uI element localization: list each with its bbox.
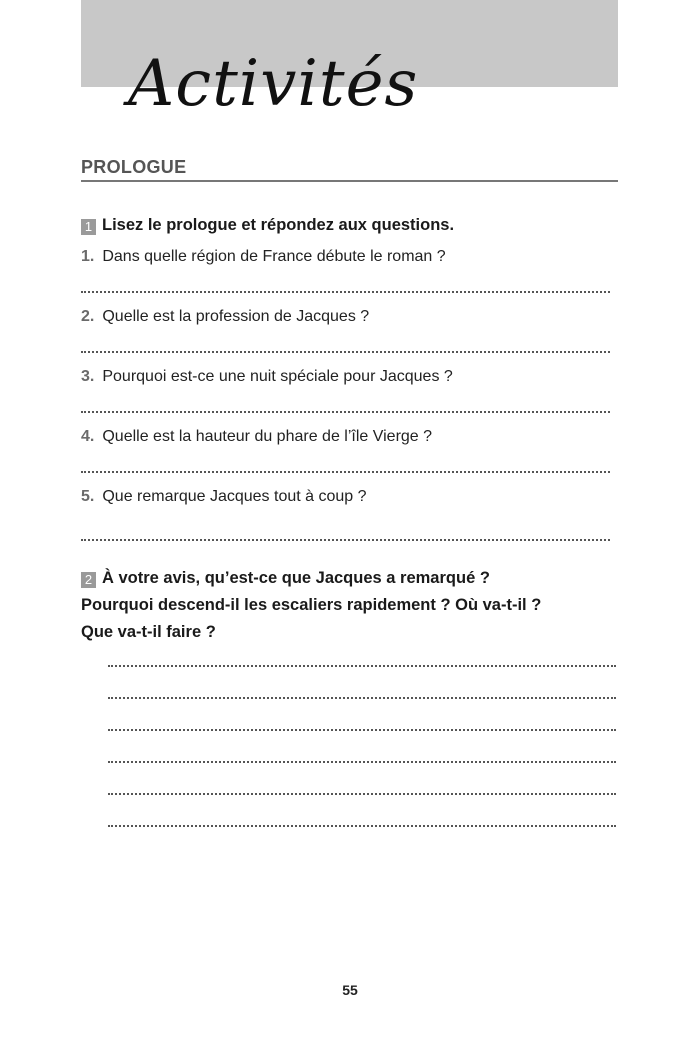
exercise-number-badge: 1 [81,219,96,235]
question-4 [81,426,432,448]
exercise-1-instruction [81,212,454,239]
question-number: 2. [81,308,95,325]
exercise-2-line-1: 2 À votre avis, qu’est-ce que Jacques a remarqué ? [81,565,541,592]
question-5 [81,486,367,508]
question-2 [81,306,369,328]
answer-line-4[interactable] [81,471,610,473]
question-1 [81,246,446,268]
question-text: Que remarque Jacques tout à coup ? [102,488,367,505]
answer-line-3[interactable] [81,411,610,413]
page-title: Activités [128,47,419,121]
page-number: 55 [342,982,358,998]
exercise-2-line-2: Pourquoi descend-il les escaliers rapidement ? Où va-t-il ? [81,596,542,614]
exercise-number-badge: 2 [81,572,96,588]
free-answer-line-4[interactable] [108,761,616,763]
question-number: 3. [81,368,95,385]
free-answer-line-6[interactable] [108,825,616,827]
free-answer-line-3[interactable] [108,729,616,731]
free-answer-line-5[interactable] [108,793,616,795]
question-number: 5. [81,488,95,505]
question-text: Pourquoi est-ce une nuit spéciale pour Jacques ? [102,368,453,385]
answer-line-1[interactable] [81,291,610,293]
question-text: Quelle est la hauteur du phare de l’île Vierge ? [102,428,433,445]
free-answer-line-1[interactable] [108,665,616,667]
answer-line-5[interactable] [81,539,610,541]
exercise-1-text: Lisez le prologue et répondez aux questions. [102,216,455,234]
exercise-2-instruction [81,565,541,646]
free-answer-line-2[interactable] [108,697,616,699]
section-title: PROLOGUE [81,156,618,182]
question-text: Quelle est la profession de Jacques ? [102,308,370,325]
question-text: Dans quelle région de France débute le roman ? [102,248,446,265]
question-number: 4. [81,428,95,445]
question-number: 1. [81,248,95,265]
question-3 [81,366,453,388]
exercise-2-line-3: Que va-t-il faire ? [81,623,216,641]
answer-line-2[interactable] [81,351,610,353]
